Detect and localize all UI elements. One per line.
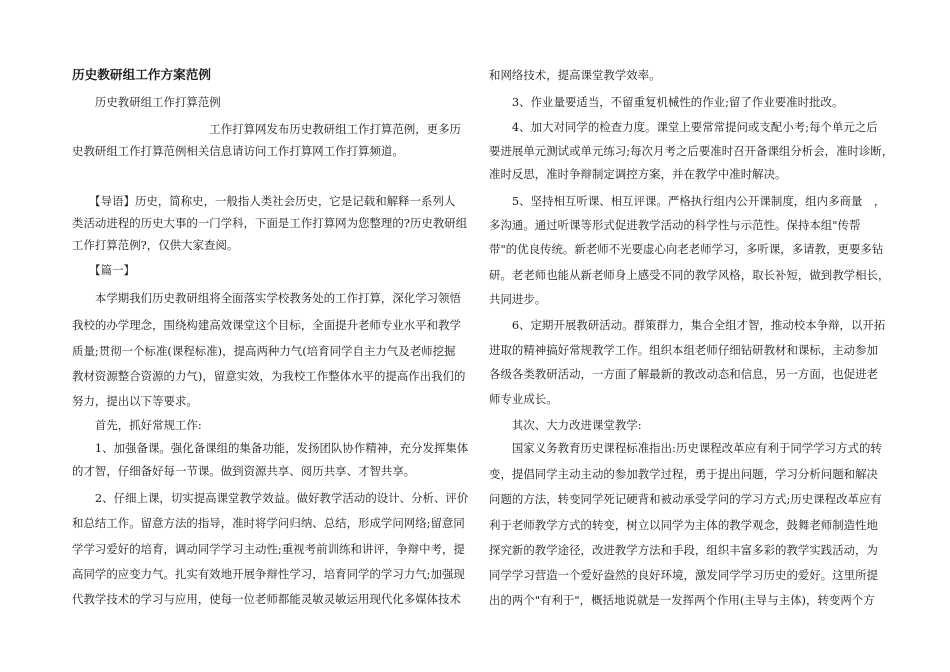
paragraph-line: 和总结工作。留意方法的指导，准时将学问归纳、总结，形成学问网络;留意同 bbox=[72, 516, 465, 530]
paragraph-line: 进取的精神搞好常规教学工作。组织本组老师仔细钻研教材和课标，主动参加 bbox=[489, 343, 878, 357]
paragraph-line: 我校的办学理念，围绕构建高效课堂这个目标，全面提升老师专业水平和教学 bbox=[72, 318, 461, 332]
paragraph-line: 各级各类教研活动，一方面了解最新的教改动态和信息，另一方面，也促进老 bbox=[489, 367, 878, 381]
paragraph-line: 要进展单元测试或单元练习;每次月考之后要准时召开备课组分析会，准时诊断， bbox=[489, 144, 894, 158]
paragraph-line: 工作打算范例?，仅供大家查阅。 bbox=[72, 238, 239, 252]
paragraph-line: 6、定期开展教研活动。群策群力，集合全组才智，推动校本争辩，以开拓 bbox=[489, 318, 886, 332]
paragraph-line: 研。老老师也能从新老师身上感受不同的教学风格，取长补短，做到教学相长， bbox=[489, 268, 890, 282]
paragraph-line: 其次、大力改进课堂教学: bbox=[489, 418, 642, 432]
paragraph-line: 同学学习营造一个爱好盎然的良好环境，激发同学学习历史的爱好。这里所提 bbox=[489, 568, 878, 582]
paragraph-line: 首先，抓好常规工作: bbox=[72, 418, 202, 432]
document-title: 历史教研组工作方案范例 bbox=[72, 67, 212, 82]
paragraph-line: 5、坚持相互听课、相互评课。严格执行组内公开课制度，组内多商量 ， bbox=[489, 194, 886, 208]
paragraph-line: 探究新的教学途径，改进教学方法和手段，组织丰富多彩的教学实践活动，为 bbox=[489, 543, 878, 557]
paragraph-line: 的才智，仔细备好每一节课。做到资源共享、阅历共享、才智共享。 bbox=[72, 464, 416, 478]
paragraph-line: 带"的优良传统。新老师不光要虚心向老老师学习，多听课，多请教，更要多钻 bbox=[489, 242, 884, 256]
section-heading: 【篇一】 bbox=[72, 263, 135, 277]
paragraph-line: 准时反思，准时争辩制定调控方案，并在教学中准时解决。 bbox=[489, 167, 787, 181]
paragraph-line: 多沟通。通过听课等形式促进教学活动的科学性与示范性。保持本组"传帮 bbox=[489, 218, 861, 232]
paragraph-line: 4、加大对同学的检查力度。课堂上要常常提问或支配小考;每个单元之后 bbox=[489, 120, 878, 134]
paragraph-line: 变，提倡同学主动主动的参加教学过程，勇于提出问题，学习分析问题和解决 bbox=[489, 467, 878, 481]
paragraph-line: 高同学的应变力气。扎实有效地开展争辩性学习，培育同学的学习力气;加强现 bbox=[72, 567, 465, 581]
paragraph-line: 教材资源整合资源的力气)，留意实效，为我校工作整体水平的提高作出我们的 bbox=[72, 369, 466, 383]
paragraph-line: 国家义务教育历史课程标准指出:历史课程改革应有利于同学学习方式的转 bbox=[489, 441, 882, 455]
paragraph-line: 3、作业量要适当，不留重复机械性的作业;留了作业要准时批改。 bbox=[489, 95, 844, 109]
paragraph-line: 工作打算网发布历史教研组工作打算范例，更多历 bbox=[72, 122, 461, 136]
paragraph-line: 质量;贯彻一个标准(课程标准)，提高两种力气(培育同学自主力气及老师挖掘 bbox=[72, 344, 456, 358]
paragraph-line: 师专业成长。 bbox=[489, 392, 558, 406]
paragraph-line: 努力，提出以下等要求。 bbox=[72, 394, 198, 408]
paragraph-line: 出的两个"有利于"，概括地说就是一发挥两个作用(主导与主体)，转变两个方 bbox=[489, 593, 875, 607]
paragraph-line: 利于老师教学方式的转变，树立以同学为主体的教学观念，鼓舞老师制造性地 bbox=[489, 518, 878, 532]
paragraph-line: 本学期我们历史教研组将全面落实学校教务处的工作打算，深化学习领悟 bbox=[72, 291, 461, 305]
paragraph-line: 历史教研组工作打算范例 bbox=[72, 95, 221, 109]
paragraph-line: 和网络技术，提高课堂教学效率。 bbox=[489, 68, 661, 82]
paragraph-line: 1、加强备课。强化备课组的集备功能，发扬团队协作精神，充分发挥集体 bbox=[72, 441, 469, 455]
paragraph-line: 共同进步。 bbox=[489, 292, 547, 306]
paragraph-line: 代教学技术的学习与应用，使每一位老师都能灵敏灵敏运用现代化多媒体技术 bbox=[72, 592, 461, 606]
paragraph-line: 【导语】历史，简称史，一般指人类社会历史，它是记载和解释一系列人 bbox=[72, 194, 456, 208]
paragraph-line: 2、仔细上课，切实提高课堂教学效益。做好教学活动的设计、分析、评价 bbox=[72, 491, 469, 505]
paragraph-line: 问题的方法，转变同学死记硬背和被动承受学问的学习方式;历史课程改革应有 bbox=[489, 492, 882, 506]
paragraph-line: 史教研组工作打算范例相关信息请访问工作打算网工作打算频道。 bbox=[72, 144, 404, 158]
paragraph-line: 类活动进程的历史大事的一门学科，下面是工作打算网为您整理的?历史教研组 bbox=[72, 216, 468, 230]
paragraph-line: 学学习爱好的培育，调动同学学习主动性;重视考前训练和讲评，争辩中考，提 bbox=[72, 542, 465, 556]
